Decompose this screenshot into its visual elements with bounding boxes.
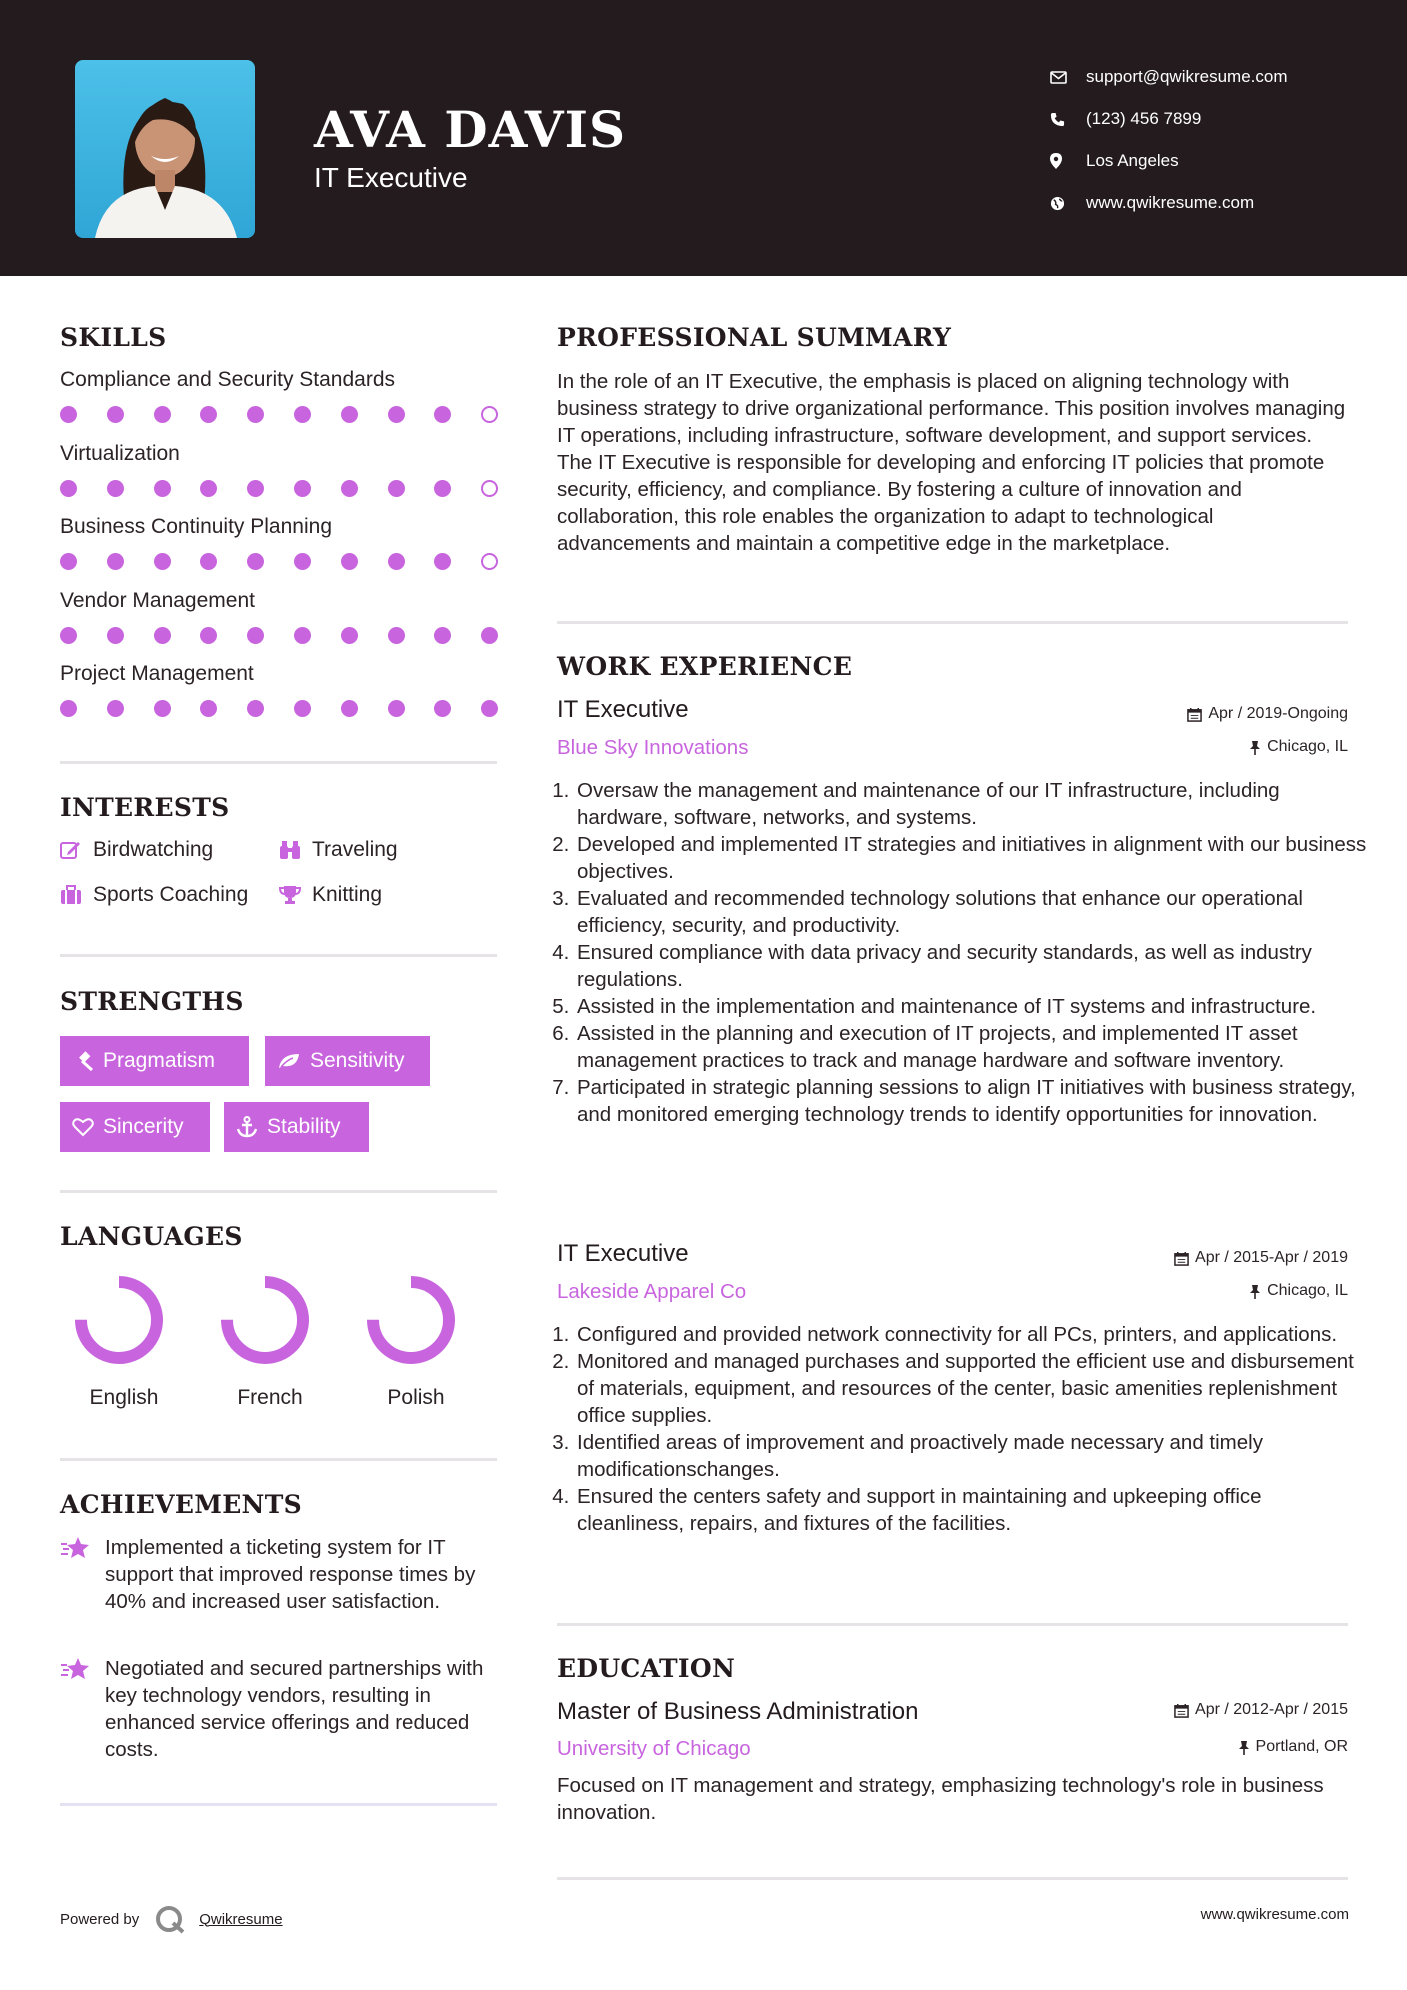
rating-dot-empty bbox=[481, 480, 498, 497]
job-location-text: Chicago, IL bbox=[1267, 1282, 1348, 1299]
website-text: www.qwikresume.com bbox=[1086, 193, 1255, 212]
rating-dot-filled bbox=[60, 700, 77, 717]
rating-dot-filled bbox=[60, 406, 77, 423]
job-location bbox=[1249, 738, 1348, 756]
suitcase-icon bbox=[60, 885, 82, 905]
strength-chip-sensitivity bbox=[265, 1036, 430, 1086]
strength-label: Stability bbox=[267, 1115, 341, 1138]
rating-dot-filled bbox=[154, 627, 171, 644]
interest-label: Traveling bbox=[312, 838, 398, 861]
section-divider bbox=[60, 1458, 497, 1461]
section-divider bbox=[557, 1877, 1348, 1880]
strength-chip-stability bbox=[224, 1102, 369, 1152]
section-divider bbox=[557, 621, 1348, 624]
interest-traveling bbox=[279, 838, 398, 862]
job-location bbox=[1249, 1282, 1348, 1300]
rating-dot-filled bbox=[481, 627, 498, 644]
languages-heading: LANGUAGES bbox=[60, 1222, 243, 1251]
achievement-text: Negotiated and secured partnerships with key technology vendors, resulting in enhanced service offerings and reduced costs. bbox=[105, 1657, 484, 1761]
rating-dot-filled bbox=[107, 700, 124, 717]
responsibility-item: 2. Developed and implemented IT strategies and initiatives in alignment with our business objectives. bbox=[575, 831, 1370, 885]
rating-dot-filled bbox=[154, 406, 171, 423]
school-name: University of Chicago bbox=[557, 1737, 751, 1760]
qwikresume-link[interactable]: Qwikresume bbox=[199, 1910, 283, 1928]
contact-location bbox=[1050, 140, 1288, 182]
rating-dot-filled bbox=[294, 553, 311, 570]
rating-dot-filled bbox=[200, 627, 217, 644]
interests-heading: INTERESTS bbox=[60, 793, 230, 822]
rating-dot-filled bbox=[200, 700, 217, 717]
skill-rating bbox=[60, 700, 528, 717]
calendar-icon bbox=[1174, 1251, 1189, 1266]
skill-label: Virtualization bbox=[60, 441, 180, 465]
interest-sports-coaching bbox=[60, 883, 248, 907]
rating-dot-filled bbox=[388, 627, 405, 644]
email-text: support@qwikresume.com bbox=[1086, 67, 1288, 86]
rating-dot-filled bbox=[107, 627, 124, 644]
rating-dot-filled bbox=[341, 553, 358, 570]
section-divider bbox=[60, 1803, 497, 1806]
profile-photo bbox=[75, 60, 255, 238]
calendar-icon bbox=[1187, 707, 1202, 722]
job-title: IT Executive bbox=[557, 696, 689, 723]
rating-dot-filled bbox=[247, 627, 264, 644]
envelope-icon bbox=[1050, 71, 1086, 84]
skill-rating bbox=[60, 553, 528, 570]
anchor-icon bbox=[236, 1116, 258, 1138]
pin-icon bbox=[1249, 740, 1261, 755]
skill-label: Compliance and Security Standards bbox=[60, 368, 396, 391]
star-icon bbox=[60, 1655, 105, 1763]
responsibility-item: 5. Assisted in the implementation and maintenance of IT systems and infrastructure. bbox=[575, 993, 1370, 1020]
skill-rating bbox=[60, 480, 528, 497]
strength-label: Sensitivity bbox=[310, 1049, 405, 1072]
responsibility-item: 1. Configured and provided network connectivity for all PCs, printers, and applications. bbox=[575, 1321, 1370, 1348]
rating-dot-filled bbox=[247, 553, 264, 570]
rating-dot-filled bbox=[388, 553, 405, 570]
rating-dot-filled bbox=[107, 480, 124, 497]
candidate-title: IT Executive bbox=[314, 162, 468, 193]
education-location-text: Portland, OR bbox=[1255, 1738, 1348, 1755]
responsibility-item: 3. Identified areas of improvement and proactively made necessary and timely modificationschanges. bbox=[575, 1429, 1370, 1483]
phone-text: (123) 456 7899 bbox=[1086, 109, 1202, 128]
interest-birdwatching bbox=[60, 838, 213, 862]
responsibility-item: 4. Ensured compliance with data privacy and security standards, as well as industry regulations. bbox=[575, 939, 1370, 993]
rating-dot-empty bbox=[481, 553, 498, 570]
job-responsibilities bbox=[557, 1321, 1370, 1537]
rating-dot-filled bbox=[154, 553, 171, 570]
rating-dot-filled bbox=[200, 480, 217, 497]
rating-dot-filled bbox=[434, 553, 451, 570]
candidate-name: AVA DAVIS bbox=[314, 100, 627, 159]
responsibility-item: 2. Monitored and managed purchases and supported the efficient use and disbursement of materials, equipment, and resources of the center, basic amenities replenishment office supplies. bbox=[575, 1348, 1370, 1429]
strength-label: Pragmatism bbox=[103, 1049, 216, 1072]
education-date bbox=[1174, 1701, 1348, 1719]
interest-label: Knitting bbox=[312, 883, 383, 906]
rating-dot-filled bbox=[434, 700, 451, 717]
rating-dot-filled bbox=[154, 700, 171, 717]
skills-heading: SKILLS bbox=[60, 323, 167, 352]
job-title: IT Executive bbox=[557, 1240, 689, 1267]
job-date bbox=[1187, 705, 1348, 723]
responsibility-item: 6. Assisted in the planning and execution of IT projects, and implemented IT asset management practices to track and manage hardware and software inventory. bbox=[575, 1020, 1370, 1074]
job-date-text: Apr / 2019-Ongoing bbox=[1208, 705, 1348, 722]
rating-dot-filled bbox=[107, 553, 124, 570]
rating-dot-filled bbox=[341, 480, 358, 497]
responsibility-item: 3. Evaluated and recommended technology solutions that enhance our operational efficiency, security, and productivity. bbox=[575, 885, 1370, 939]
edit-icon bbox=[60, 840, 82, 860]
section-divider bbox=[60, 954, 497, 957]
rating-dot-filled bbox=[294, 480, 311, 497]
rating-dot-filled bbox=[294, 627, 311, 644]
heart-icon bbox=[72, 1117, 94, 1137]
contact-list bbox=[1050, 56, 1288, 224]
strength-chip-pragmatism bbox=[60, 1036, 249, 1086]
rating-dot-filled bbox=[388, 700, 405, 717]
binoculars-icon bbox=[279, 840, 301, 860]
calendar-icon bbox=[1174, 1703, 1189, 1718]
rating-dot-filled bbox=[434, 627, 451, 644]
rating-dot-filled bbox=[341, 406, 358, 423]
rating-dot-filled bbox=[154, 480, 171, 497]
rating-dot-filled bbox=[200, 553, 217, 570]
company-name: Blue Sky Innovations bbox=[557, 736, 749, 759]
rating-dot-filled bbox=[60, 627, 77, 644]
language-label: French bbox=[237, 1386, 303, 1409]
gavel-icon bbox=[72, 1051, 94, 1071]
rating-dot-empty bbox=[481, 406, 498, 423]
skill-label: Project Management bbox=[60, 662, 254, 685]
responsibility-item: 4. Ensured the centers safety and support in maintaining and upkeeping office cleanliness, repairs, and fixtures of the facilities. bbox=[575, 1483, 1370, 1537]
contact-website[interactable] bbox=[1050, 182, 1288, 224]
resume-header bbox=[0, 0, 1407, 276]
contact-email[interactable] bbox=[1050, 56, 1288, 98]
rating-dot-filled bbox=[247, 700, 264, 717]
rating-dot-filled bbox=[341, 627, 358, 644]
job-date bbox=[1174, 1249, 1348, 1267]
pin-icon bbox=[1238, 1740, 1250, 1755]
footer-website[interactable]: www.qwikresume.com bbox=[1200, 1906, 1349, 1923]
company-name: Lakeside Apparel Co bbox=[557, 1280, 747, 1303]
contact-phone[interactable] bbox=[1050, 98, 1288, 140]
achievements-heading: ACHIEVEMENTS bbox=[60, 1490, 302, 1519]
section-divider bbox=[60, 761, 497, 764]
education-date-text: Apr / 2012-Apr / 2015 bbox=[1195, 1701, 1348, 1718]
education-heading: EDUCATION bbox=[557, 1654, 736, 1683]
language-level-arc bbox=[373, 1282, 449, 1358]
rating-dot-filled bbox=[60, 480, 77, 497]
language-level-arc bbox=[81, 1282, 157, 1358]
achievement-item bbox=[60, 1655, 500, 1763]
section-divider bbox=[557, 1623, 1348, 1626]
rating-dot-filled bbox=[388, 480, 405, 497]
strength-label: Sincerity bbox=[103, 1115, 184, 1138]
qwikresume-logo-icon bbox=[153, 1904, 189, 1934]
education-description: Focused on IT management and strategy, emphasizing technology's role in business innovation. bbox=[557, 1774, 1324, 1824]
skill-label: Vendor Management bbox=[60, 588, 255, 612]
powered-by-text: Powered by bbox=[60, 1910, 140, 1928]
job-location-text: Chicago, IL bbox=[1267, 738, 1348, 755]
rating-dot-filled bbox=[294, 700, 311, 717]
rating-dot-filled bbox=[200, 406, 217, 423]
section-divider bbox=[60, 1190, 497, 1193]
job-date-text: Apr / 2015-Apr / 2019 bbox=[1195, 1249, 1348, 1266]
skill-rating bbox=[60, 627, 528, 644]
location-text: Los Angeles bbox=[1086, 151, 1179, 170]
leaf-icon bbox=[277, 1052, 301, 1070]
strengths-heading: STRENGTHS bbox=[60, 987, 244, 1016]
phone-icon bbox=[1050, 112, 1086, 127]
star-icon bbox=[60, 1534, 105, 1615]
language-gauge bbox=[210, 1270, 320, 1375]
pin-icon bbox=[1249, 1284, 1261, 1299]
responsibility-item: 7. Participated in strategic planning sessions to align IT initiatives with business strategy, and monitored emerging technology trends to identify opportunities for innovation. bbox=[575, 1074, 1370, 1128]
interest-knitting bbox=[279, 883, 382, 907]
rating-dot-filled bbox=[107, 406, 124, 423]
rating-dot-filled bbox=[388, 406, 405, 423]
degree-title: Master of Business Administration bbox=[557, 1698, 919, 1725]
footer-powered-by bbox=[60, 1904, 283, 1934]
language-gauge bbox=[64, 1270, 174, 1375]
skill-label: Business Continuity Planning bbox=[60, 515, 332, 538]
rating-dot-filled bbox=[434, 480, 451, 497]
rating-dot-filled bbox=[294, 406, 311, 423]
rating-dot-filled bbox=[60, 553, 77, 570]
rating-dot-filled bbox=[434, 406, 451, 423]
responsibility-item: 1. Oversaw the management and maintenance of our IT infrastructure, including hardware, software, networks, and systems. bbox=[575, 777, 1370, 831]
work-experience-heading: WORK EXPERIENCE bbox=[557, 652, 853, 681]
rating-dot-filled bbox=[247, 480, 264, 497]
language-gauge bbox=[356, 1270, 466, 1375]
trophy-icon bbox=[279, 885, 301, 905]
strength-chip-sincerity bbox=[60, 1102, 210, 1152]
summary-heading: PROFESSIONAL SUMMARY bbox=[557, 323, 952, 352]
education-location bbox=[1238, 1738, 1348, 1756]
rating-dot-filled bbox=[247, 406, 264, 423]
rating-dot-filled bbox=[481, 700, 498, 717]
rating-dot-filled bbox=[341, 700, 358, 717]
skill-rating bbox=[60, 406, 528, 423]
achievement-text: Implemented a ticketing system for IT support that improved response times by 40% and increased user satisfaction. bbox=[105, 1536, 476, 1613]
achievement-item bbox=[60, 1534, 500, 1615]
map-pin-icon bbox=[1050, 153, 1086, 169]
summary-text: In the role of an IT Executive, the emphasis is placed on aligning technology with business strategy to drive organizational performance. This position involves managing IT operations, including infrastructure, software development, and support services. The IT Executive is responsible for developing and enforcing IT policies that promote security, efficiency, and compliance. By fostering a culture of innovation and collaboration, this role enables the organization to adapt to technological advancements and maintain a competitive edge in the marketplace. bbox=[557, 370, 1346, 555]
interest-label: Birdwatching bbox=[93, 838, 214, 861]
interest-label: Sports Coaching bbox=[93, 883, 249, 906]
job-responsibilities bbox=[557, 777, 1370, 1128]
language-level-arc bbox=[227, 1282, 303, 1358]
globe-icon bbox=[1050, 196, 1086, 211]
language-label: English bbox=[89, 1386, 159, 1409]
language-label: Polish bbox=[387, 1386, 445, 1409]
